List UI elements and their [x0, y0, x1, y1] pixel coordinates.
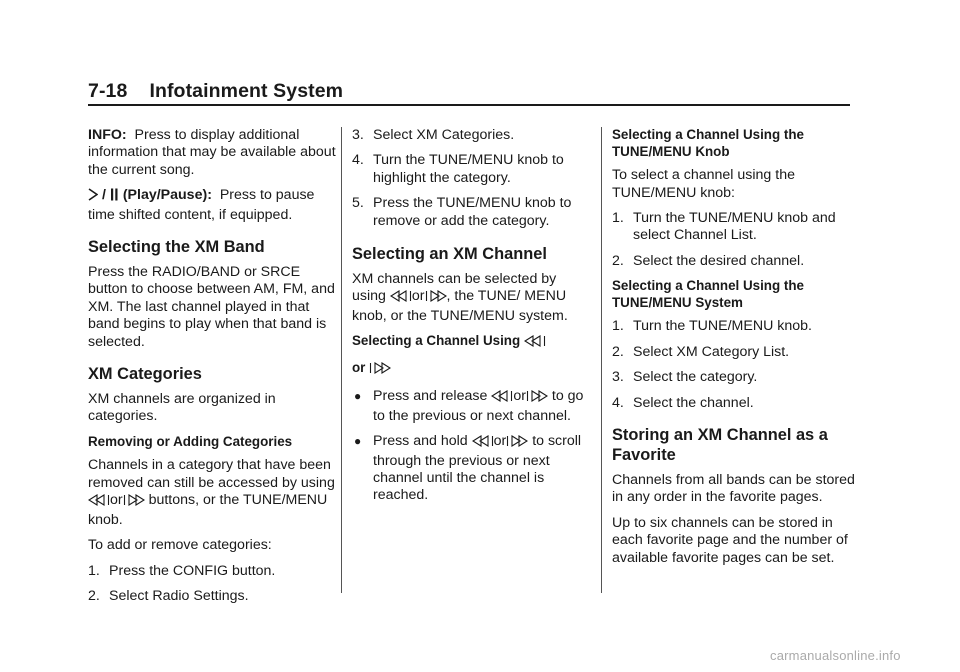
- remove-paragraph: [88, 457, 336, 529]
- step-number: 4.: [612, 394, 624, 411]
- playpause-text: Press to pause time shifted content, if equipped.: [88, 187, 315, 223]
- channel-paragraph: [352, 271, 594, 325]
- bullet-or: or: [493, 433, 507, 450]
- column-3: [612, 127, 860, 575]
- channel-or: or: [411, 288, 425, 305]
- playpause-label: (Play/Pause):: [122, 187, 212, 204]
- playpause-sep: /: [101, 187, 106, 204]
- step-number: 3.: [352, 127, 364, 143]
- step-item: [612, 369, 860, 386]
- watermark: carmanualsonline.info: [770, 648, 901, 663]
- seek-back-icon: [88, 494, 110, 511]
- seek-forward-icon: [369, 362, 391, 379]
- seek-forward-icon: [123, 494, 145, 511]
- page-number: 7-18: [88, 80, 128, 102]
- info-text: Press to display additional information that may be available about the current song.: [88, 127, 336, 178]
- step-number: 1.: [612, 318, 624, 335]
- header-rule: [88, 104, 850, 106]
- bullet-dot: ●: [354, 389, 362, 404]
- bullet-dot: ●: [354, 434, 362, 449]
- column-divider: [601, 127, 602, 593]
- seek-back-icon: [524, 335, 546, 352]
- channel-text-b: , the TUNE/ MENU knob, or the TUNE/MENU system.: [352, 288, 568, 324]
- favorite-text-1: Channels from all bands can be stored in any order in the favorite pages.: [612, 472, 855, 506]
- heading-channel: Selecting an XM Channel: [352, 245, 547, 264]
- step-item: [612, 344, 860, 361]
- remove-text-a: Channels in a category that have been removed can still be accessed by using: [88, 457, 335, 491]
- heading-categories: XM Categories: [88, 365, 202, 384]
- playpause-paragraph: [88, 187, 336, 224]
- bullet-or: or: [513, 388, 526, 405]
- bullet-text-b: to go to the previous or next channel.: [373, 388, 584, 424]
- categories-text: XM channels are organized in categories.: [88, 391, 276, 425]
- sub-system: Selecting a Channel Using the TUNE/MENU System: [612, 278, 804, 310]
- step-item: [612, 395, 860, 412]
- play-icon: [88, 188, 98, 206]
- step-text: Select the desired channel.: [633, 252, 805, 269]
- step-item: [88, 563, 336, 580]
- info-label: INFO:: [88, 127, 127, 143]
- step-text: Select XM Category List.: [633, 343, 790, 360]
- step-item: [88, 588, 336, 605]
- knob-text: To select a channel using the TUNE/MENU knob:: [612, 167, 795, 201]
- step-number: 2.: [612, 343, 624, 360]
- seek-back-icon: [390, 290, 412, 307]
- sub-using-text: Selecting a Channel Using: [352, 333, 521, 349]
- remove-or: or: [110, 492, 123, 509]
- heading-favorite: Storing an XM Channel as a Favorite: [612, 426, 828, 465]
- remove-text-b: buttons, or the TUNE/MENU knob.: [88, 492, 328, 528]
- pause-icon: [110, 188, 119, 206]
- bullet-text-a: Press and release: [373, 388, 488, 405]
- seek-forward-icon: [506, 435, 528, 452]
- step-text: Select the channel.: [633, 394, 754, 411]
- step-number: 2.: [88, 587, 100, 604]
- step-text: Press the TUNE/MENU knob to remove or add the category.: [373, 195, 572, 229]
- step-number: 2.: [612, 252, 624, 269]
- sub-knob: Selecting a Channel Using the TUNE/MENU Knob: [612, 127, 804, 159]
- seek-back-icon: [472, 435, 494, 452]
- column-1: [88, 127, 336, 613]
- step-text: Press the CONFIG button.: [109, 562, 276, 579]
- step-item: [352, 152, 594, 187]
- step-text: Turn the TUNE/MENU knob and select Channel List.: [633, 210, 836, 244]
- band-text: Press the RADIO/BAND or SRCE button to choose between AM, FM, and XM. The last channel played in that band begins to play when that band is selected.: [88, 264, 335, 350]
- step-item: [352, 195, 594, 230]
- sub-or: or: [352, 359, 366, 375]
- page-title: Infotainment System: [149, 80, 344, 102]
- step-number: 1.: [612, 210, 624, 226]
- step-item: [612, 210, 860, 245]
- step-text: Select XM Categories.: [373, 127, 515, 143]
- bullet-item: [352, 388, 594, 425]
- favorite-text-2: Up to six channels can be stored in each favorite page and the number of available favorite pages can be set.: [612, 514, 848, 566]
- column-2: [352, 127, 594, 513]
- heading-band: Selecting the XM Band: [88, 238, 265, 257]
- page-header: [88, 80, 343, 103]
- seek-back-icon: [491, 390, 513, 407]
- bullet-item: [352, 433, 594, 505]
- step-text: Turn the TUNE/MENU knob to highlight the category.: [373, 152, 564, 186]
- column-divider: [341, 127, 342, 593]
- seek-forward-icon: [526, 390, 548, 407]
- step-number: 4.: [352, 152, 364, 169]
- bullet-text-a: Press and hold: [373, 433, 468, 450]
- bullet-text-b: to scroll through the previous or next channel until the channel is reached.: [373, 433, 582, 504]
- step-item: [612, 318, 860, 335]
- step-text: Turn the TUNE/MENU knob.: [633, 318, 812, 335]
- sub-remove: Removing or Adding Categories: [88, 433, 293, 449]
- step-number: 5.: [352, 195, 364, 212]
- seek-forward-icon: [425, 290, 447, 307]
- step-number: 1.: [88, 562, 100, 579]
- step-item: [352, 127, 594, 144]
- step-item: [612, 253, 860, 270]
- sub-using: [352, 333, 594, 378]
- step-text: Select Radio Settings.: [109, 587, 249, 604]
- to-add-text: To add or remove categories:: [88, 537, 272, 554]
- step-text: Select the category.: [633, 369, 758, 386]
- step-number: 3.: [612, 369, 624, 386]
- channel-text-a: XM channels can be selected by using: [352, 271, 557, 305]
- info-paragraph: [88, 127, 336, 179]
